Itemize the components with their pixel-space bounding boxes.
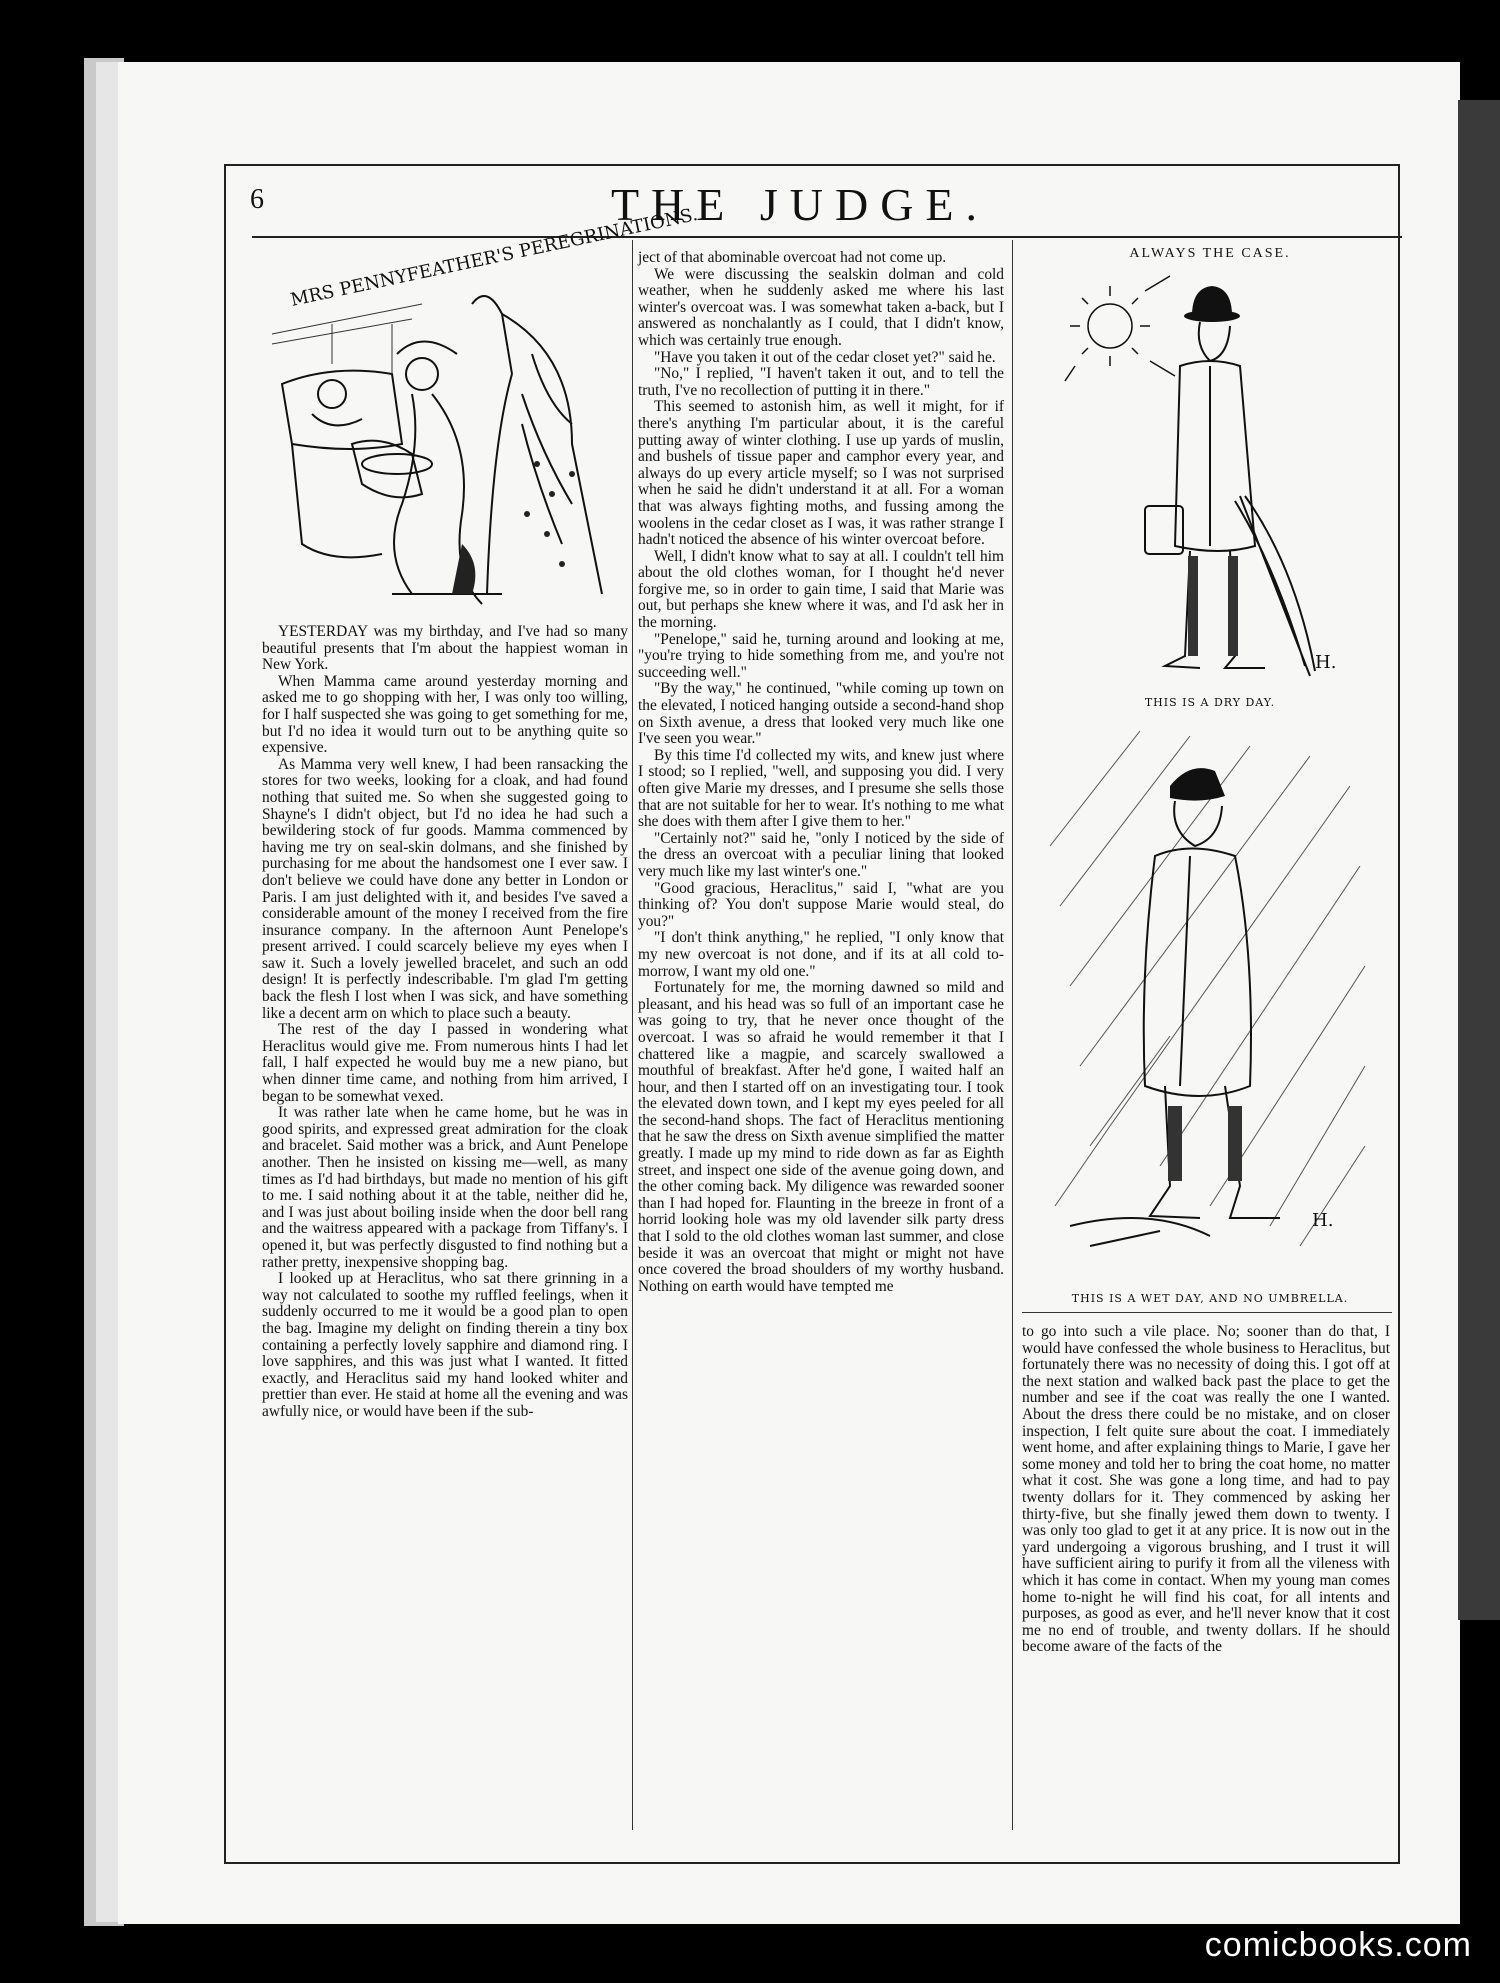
- paragraph: It was rather late when he came home, but he was in good spirits, and expressed great admiration for the cloak and bracelet. Said mother was a brick, and Aunt Penelope another. Then he insisted on kissing me—well, as many times as I'd had birthdays, but made no mention of his gift to me. I said nothing about it at the table, neither did he, and I was just about boiling inside when the door bell rang and the waitress appeared with a package from Tiffany's. I opened it, but was perfectly disgusted to find nothing but a rather pretty, inexpensive shopping bag.: [262, 1104, 628, 1271]
- masthead-title: THE JUDGE.: [610, 179, 990, 230]
- dry-day-cartoon: [1060, 266, 1360, 686]
- paragraph: "By the way," he continued, "while coming up town on the elevated, I noticed hanging outside a second-hand shop on Sixth avenue, a dress that looked very much like one I've seen you wear.": [638, 680, 1004, 748]
- cartoon-title: ALWAYS THE CASE.: [1129, 246, 1291, 261]
- article-column-3: [1022, 1324, 1390, 1826]
- watermark: comicbooks.com: [1204, 1926, 1472, 1964]
- article-column-1: [262, 624, 628, 1824]
- paragraph: ject of that abominable overcoat had not come up.: [638, 249, 947, 266]
- wet-day-caption: THIS IS A WET DAY, AND NO UMBRELLA.: [1071, 1292, 1349, 1305]
- paragraph: YESTERDAY was my birthday, and I've had so many beautiful presents that I'm about the happiest woman in New York.: [262, 623, 628, 674]
- page-number: 6: [250, 184, 264, 215]
- peregrinations-illustration: [272, 203, 700, 614]
- paragraph: "Penelope," said he, turning around and looking at me, "you're trying to hide something from me, and you're not succeeding well.": [638, 630, 1004, 681]
- paragraph: The rest of the day I passed in wondering what Heraclitus would give me. From numerous hints I had let fall, I half expected he would buy me a new piano, but when dinner time came, and nothing from him arrived, I began to be somewhat vexed.: [262, 1021, 628, 1105]
- paragraph: "Have you taken it out of the cedar closet yet?" said he.: [654, 348, 996, 366]
- paragraph: I looked up at Heraclitus, who sat there grinning in a way not calculated to soothe my ruffled feelings, when it suddenly occurred to me it would be a good plan to open the bag. Imagine my delight on finding therein a tiny box containing a perfectly lovely sapphire and diamond ring. I love sapphires, and this was just what I wanted. It fitted exactly, and Heraclitus said my hand looked whiter and prettier than ever. He staid at home all the evening and was awfully nice, or would have been if the sub-: [262, 1270, 628, 1420]
- scan-edge-right: [1458, 100, 1500, 1620]
- column-divider-1: [632, 240, 633, 1830]
- paragraph: to go into such a vile place. No; sooner than do that, I would have confessed the whole business to Heraclitus, but fortunately there was no necessity of doing this. I got off at the next station and walked back past the place to get the number and see if the coat was really the one I wanted. About the dress there could be no mistake, and on closer inspection, I felt quite sure about the coat. I immediately went home, and after explaining things to Marie, I gave her some money and told her to bring the coat home, no matter what it cost. She was gone a long time, and had to pay twenty dollars for it. They commenced by asking her thirty-five, but she finally jewed them down to twenty. I was only too glad to get it at any price. It is now out in the yard undergoing a vigorous brushing, and I trust it will have sufficient airing to purify it from all the vileness with which it has come in contact. When my young man comes home to-night he will find his coat, for all intents and purposes, as good as ever, and he'll never know that it cost me no end of trouble, and twenty dollars. If he should become aware of the facts of the: [1022, 1323, 1390, 1656]
- paragraph: We were discussing the sealskin dolman and cold weather, when he suddenly asked me where his last winter's overcoat was. I was somewhat taken a-back, but I answered as nonchalantly as I could, that I didn't know, which was certainly true enough.: [638, 265, 1004, 349]
- header-rule: [252, 236, 1402, 238]
- dry-day-signature: H.: [1315, 652, 1337, 673]
- paragraph: By this time I'd collected my wits, and knew just where I stood; so I replied, "well, and supposing you did. I very often give Marie my dresses, and I presume she sells those that are not suitable for her to wear. It's nothing to me what she does with them after I give them to her.": [638, 746, 1004, 831]
- paragraph: When Mamma came around yesterday morning and asked me to go shopping with her, I was only too willing, for I half suspected she was going to get something for me, but I'd no idea it would turn out to be anything quite so expensive.: [262, 672, 628, 757]
- peregrinations-title-text: MRS PENNYFEATHER'S PEREGRINATIONS.: [288, 203, 700, 311]
- wet-day-signature: H.: [1312, 1210, 1334, 1231]
- column-divider-2: [1012, 240, 1013, 1830]
- paragraph: "Certainly not?" said he, "only I noticed by the side of the dress an overcoat with a peculiar lining that looked very much like my last winter's one.": [638, 829, 1004, 880]
- paragraph: Well, I didn't know what to say at all. I couldn't tell him about the old clothes woman, for I thought he'd never forgive me, so in order to gain time, I said that Marie was out, but perhaps she knew where it was, and I'd ask her in the morning.: [638, 547, 1004, 632]
- cartoon-column-rule: [1022, 1312, 1392, 1313]
- paragraph: As Mamma very well knew, I had been ransacking the stores for two weeks, looking for a cloak, and had found nothing that suited me. So when she suggested going to Shayne's I didn't object, but I'd no idea he had such a bewildering stock of fur goods. Mamma commenced by having me try on seal-skin dolmans, and she finished by purchasing for me about the handsomest one I ever saw. I don't believe we could have done any better in London or Paris. I am just delighted with it, and besides I've saved a considerable amount of the money I received from the fire insurance company. In the afternoon Aunt Penelope's present arrived. I could scarcely believe my eyes when I saw it. Such a lovely jewelled bracelet, and such an odd design! It is perfectly indescribable. I'm glad I'm getting back the flesh I lost when I was sick, and have something like a decent arm on which to place such a beauty.: [262, 755, 628, 1022]
- wet-day-cartoon: [1050, 726, 1370, 1286]
- article-column-2: [638, 250, 1004, 1826]
- dry-day-caption: THIS IS A DRY DAY.: [1144, 696, 1276, 709]
- paragraph: "Good gracious, Heraclitus," said I, "what are you thinking of? You don't suppose Marie would steal, do you?": [638, 879, 1004, 930]
- paragraph: "I don't think anything," he replied, "I only know that my new overcoat is not done, and if its at all cold to-morrow, I want my old one.": [638, 929, 1004, 980]
- paragraph: This seemed to astonish him, as well it might, for if there's anything I'm particular about, it is the careful putting away of winter clothing. I use up yards of muslin, and bushels of tissue paper and camphor every year, and always do up every article myself; so I was not surprised when he said he didn't understand it at all. For a woman that was always fighting moths, and fussing among the woolens in the cedar closet as I was, it was rather strange I hadn't noticed the absence of his winter overcoat before.: [638, 398, 1004, 549]
- paragraph: Fortunately for me, the morning dawned so mild and pleasant, and his head was so full of an important case he was going to try, that he never once thought of the overcoat. I was so afraid he would remember it that I chattered like a magpie, and scarcely swallowed a mouthful of breakfast. After he'd gone, I waited half an hour, and then I started off on an investigating tour. I took the elevated down town, and I kept my eyes peeled for all the second-hand shops. The fact of Heraclitus mentioning that he saw the dress on Sixth avenue simplified the matter greatly. I made up my mind to ride down as far as Eighth street, and inspect one side of the avenue going down, and the other coming back. My diligence was rewarded sooner than I had hoped for. Flaunting in the breeze in front of a horrid looking hole was my old lavender silk party dress that I sold to the old clothes woman last summer, and close beside it was an overcoat that might or might not have once covered the broad shoulders of my worthy husband. Nothing on earth would have tempted me: [638, 979, 1004, 1295]
- scan-edge-left-inner: [96, 62, 118, 1922]
- paragraph: "No," I replied, "I haven't taken it out, and to tell the truth, I've no recollection of putting it in there.": [638, 365, 1004, 399]
